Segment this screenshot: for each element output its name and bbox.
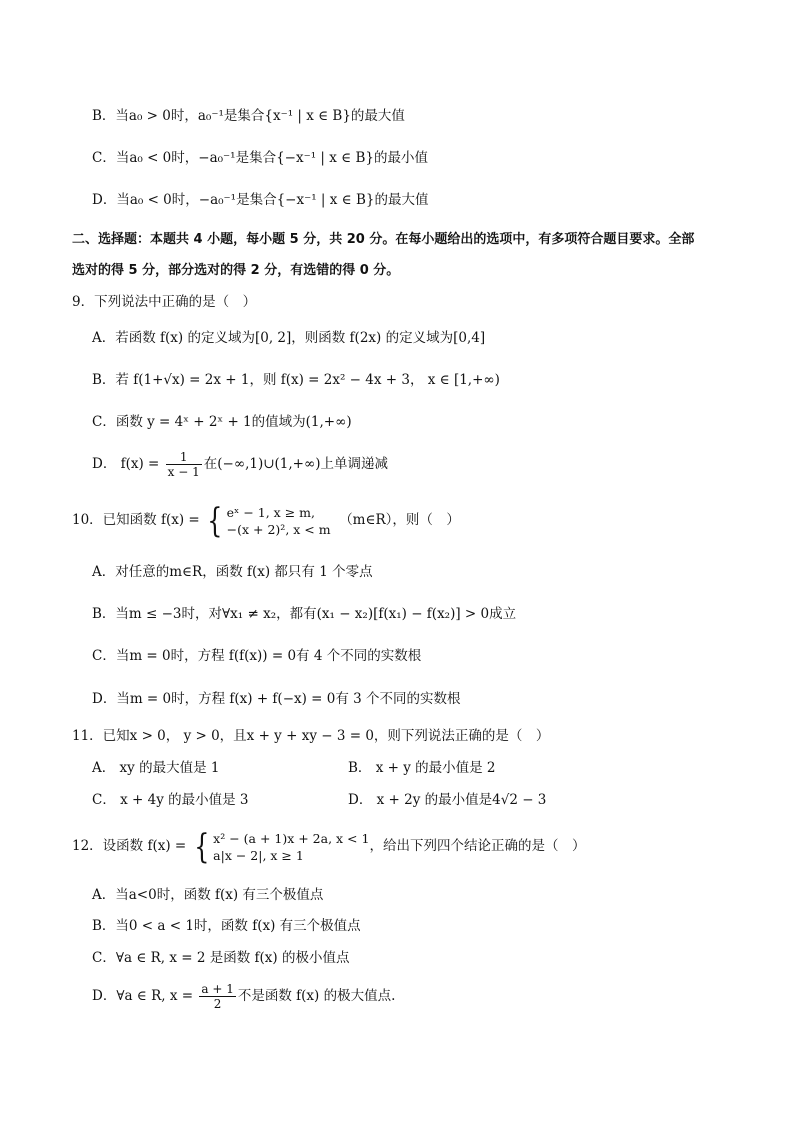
q11-option-d: D． x + 2y 的最小值是4√2 − 3	[348, 792, 547, 808]
q10-option-c: C．当m = 0时，方程 f(f(x)) = 0有 4 个不同的实数根	[92, 648, 422, 664]
q12-option-d-suffix: 不是函数 f(x) 的极大值点.	[237, 988, 396, 1004]
q10-option-d: D．当m = 0时，方程 f(x) + f(−x) = 0有 3 个不同的实数根	[92, 691, 461, 707]
q9-option-d-prefix: D． f(x) =	[92, 456, 164, 472]
q12-option-d-prefix: D．∀a ∈ R, x =	[92, 988, 198, 1004]
q9-option-a: A．若函数 f(x) 的定义域为[0, 2]，则函数 f(2x) 的定义域为[0,4]	[92, 330, 486, 346]
q12-case-2: a|x − 2|, x ≥ 1	[213, 847, 304, 863]
q10-case-1: eˣ − 1, x ≥ m,	[226, 504, 315, 520]
left-brace-symbol: {	[193, 826, 209, 867]
q11-stem: 11．已知x > 0， y > 0，且x + y + xy − 3 = 0，则下列说法正确的是（ ）	[72, 728, 550, 744]
q10-stem	[72, 500, 460, 540]
q12-option-c: C．∀a ∈ R, x = 2 是函数 f(x) 的极小值点	[92, 950, 350, 966]
q8-option-c: C．当a₀ < 0时，−a₀⁻¹是集合{−x⁻¹ | x ∈ B}的最小值	[92, 150, 428, 166]
q9-stem: 9．下列说法中正确的是（ ）	[72, 294, 257, 310]
q9-option-c: C．函数 y = 4ˣ + 2ˣ + 1的值域为(1,+∞)	[92, 414, 352, 430]
q10-stem-prefix: 10．已知函数 f(x) =	[72, 512, 205, 528]
section-2-heading-line-2: 选对的得 5 分，部分选对的得 2 分，有选错的得 0 分。	[72, 263, 400, 278]
q10-piecewise-cases	[227, 504, 331, 538]
q12-option-d	[92, 980, 395, 1012]
q9-option-d-fraction	[166, 450, 202, 479]
q11-option-b: B． x + y 的最小值是 2	[348, 760, 496, 776]
q12-stem-prefix: 12．设函数 f(x) =	[72, 838, 191, 854]
fraction-numerator: 1	[166, 450, 202, 465]
q9-option-d-suffix: 在(−∞,1)∪(1,+∞)上单调递减	[203, 456, 389, 472]
fraction-denominator: x − 1	[167, 465, 200, 479]
q9-option-d	[92, 448, 388, 480]
q10-option-a: A．对任意的m∈R，函数 f(x) 都只有 1 个零点	[92, 564, 373, 580]
q10-option-b: B．当m ≤ −3时，对∀x₁ ≠ x₂，都有(x₁ − x₂)[f(x₁) − f(x₂)] > 0成立	[92, 606, 517, 622]
q11-option-a: A． xy 的最大值是 1	[92, 760, 220, 776]
q12-stem	[72, 826, 585, 866]
fraction-numerator: a + 1	[201, 982, 234, 996]
q9-option-b: B．若 f(1+√x) = 2x + 1，则 f(x) = 2x² − 4x + 3， x ∈ [1,+∞)	[92, 372, 500, 388]
q11-option-c: C． x + 4y 的最小值是 3	[92, 792, 249, 808]
left-brace-symbol: {	[207, 500, 223, 541]
q12-option-d-fraction	[199, 982, 235, 1011]
q12-option-a: A．当a<0时，函数 f(x) 有三个极值点	[92, 887, 324, 903]
section-2-heading-line-1: 二、选择题：本题共 4 小题，每小题 5 分，共 20 分。在每小题给出的选项中，有多项符合题目要求。全部	[72, 232, 695, 247]
q12-case-1: x² − (a + 1)x + 2a, x < 1	[213, 830, 370, 846]
q8-option-b: B．当a₀ > 0时，a₀⁻¹是集合{x⁻¹ | x ∈ B}的最大值	[92, 108, 405, 124]
q8-option-d: D．当a₀ < 0时，−a₀⁻¹是集合{−x⁻¹ | x ∈ B}的最大值	[92, 192, 429, 208]
fraction-denominator: 2	[213, 997, 222, 1011]
q12-stem-suffix: ，给出下列四个结论正确的是（ ）	[369, 838, 586, 854]
q10-case-2: −(x + 2)², x < m	[226, 521, 331, 537]
q12-option-b: B．当0 < a < 1时，函数 f(x) 有三个极值点	[92, 918, 361, 934]
q12-piecewise-cases	[213, 830, 369, 864]
q10-stem-suffix: （m∈R），则（ ）	[339, 512, 460, 528]
